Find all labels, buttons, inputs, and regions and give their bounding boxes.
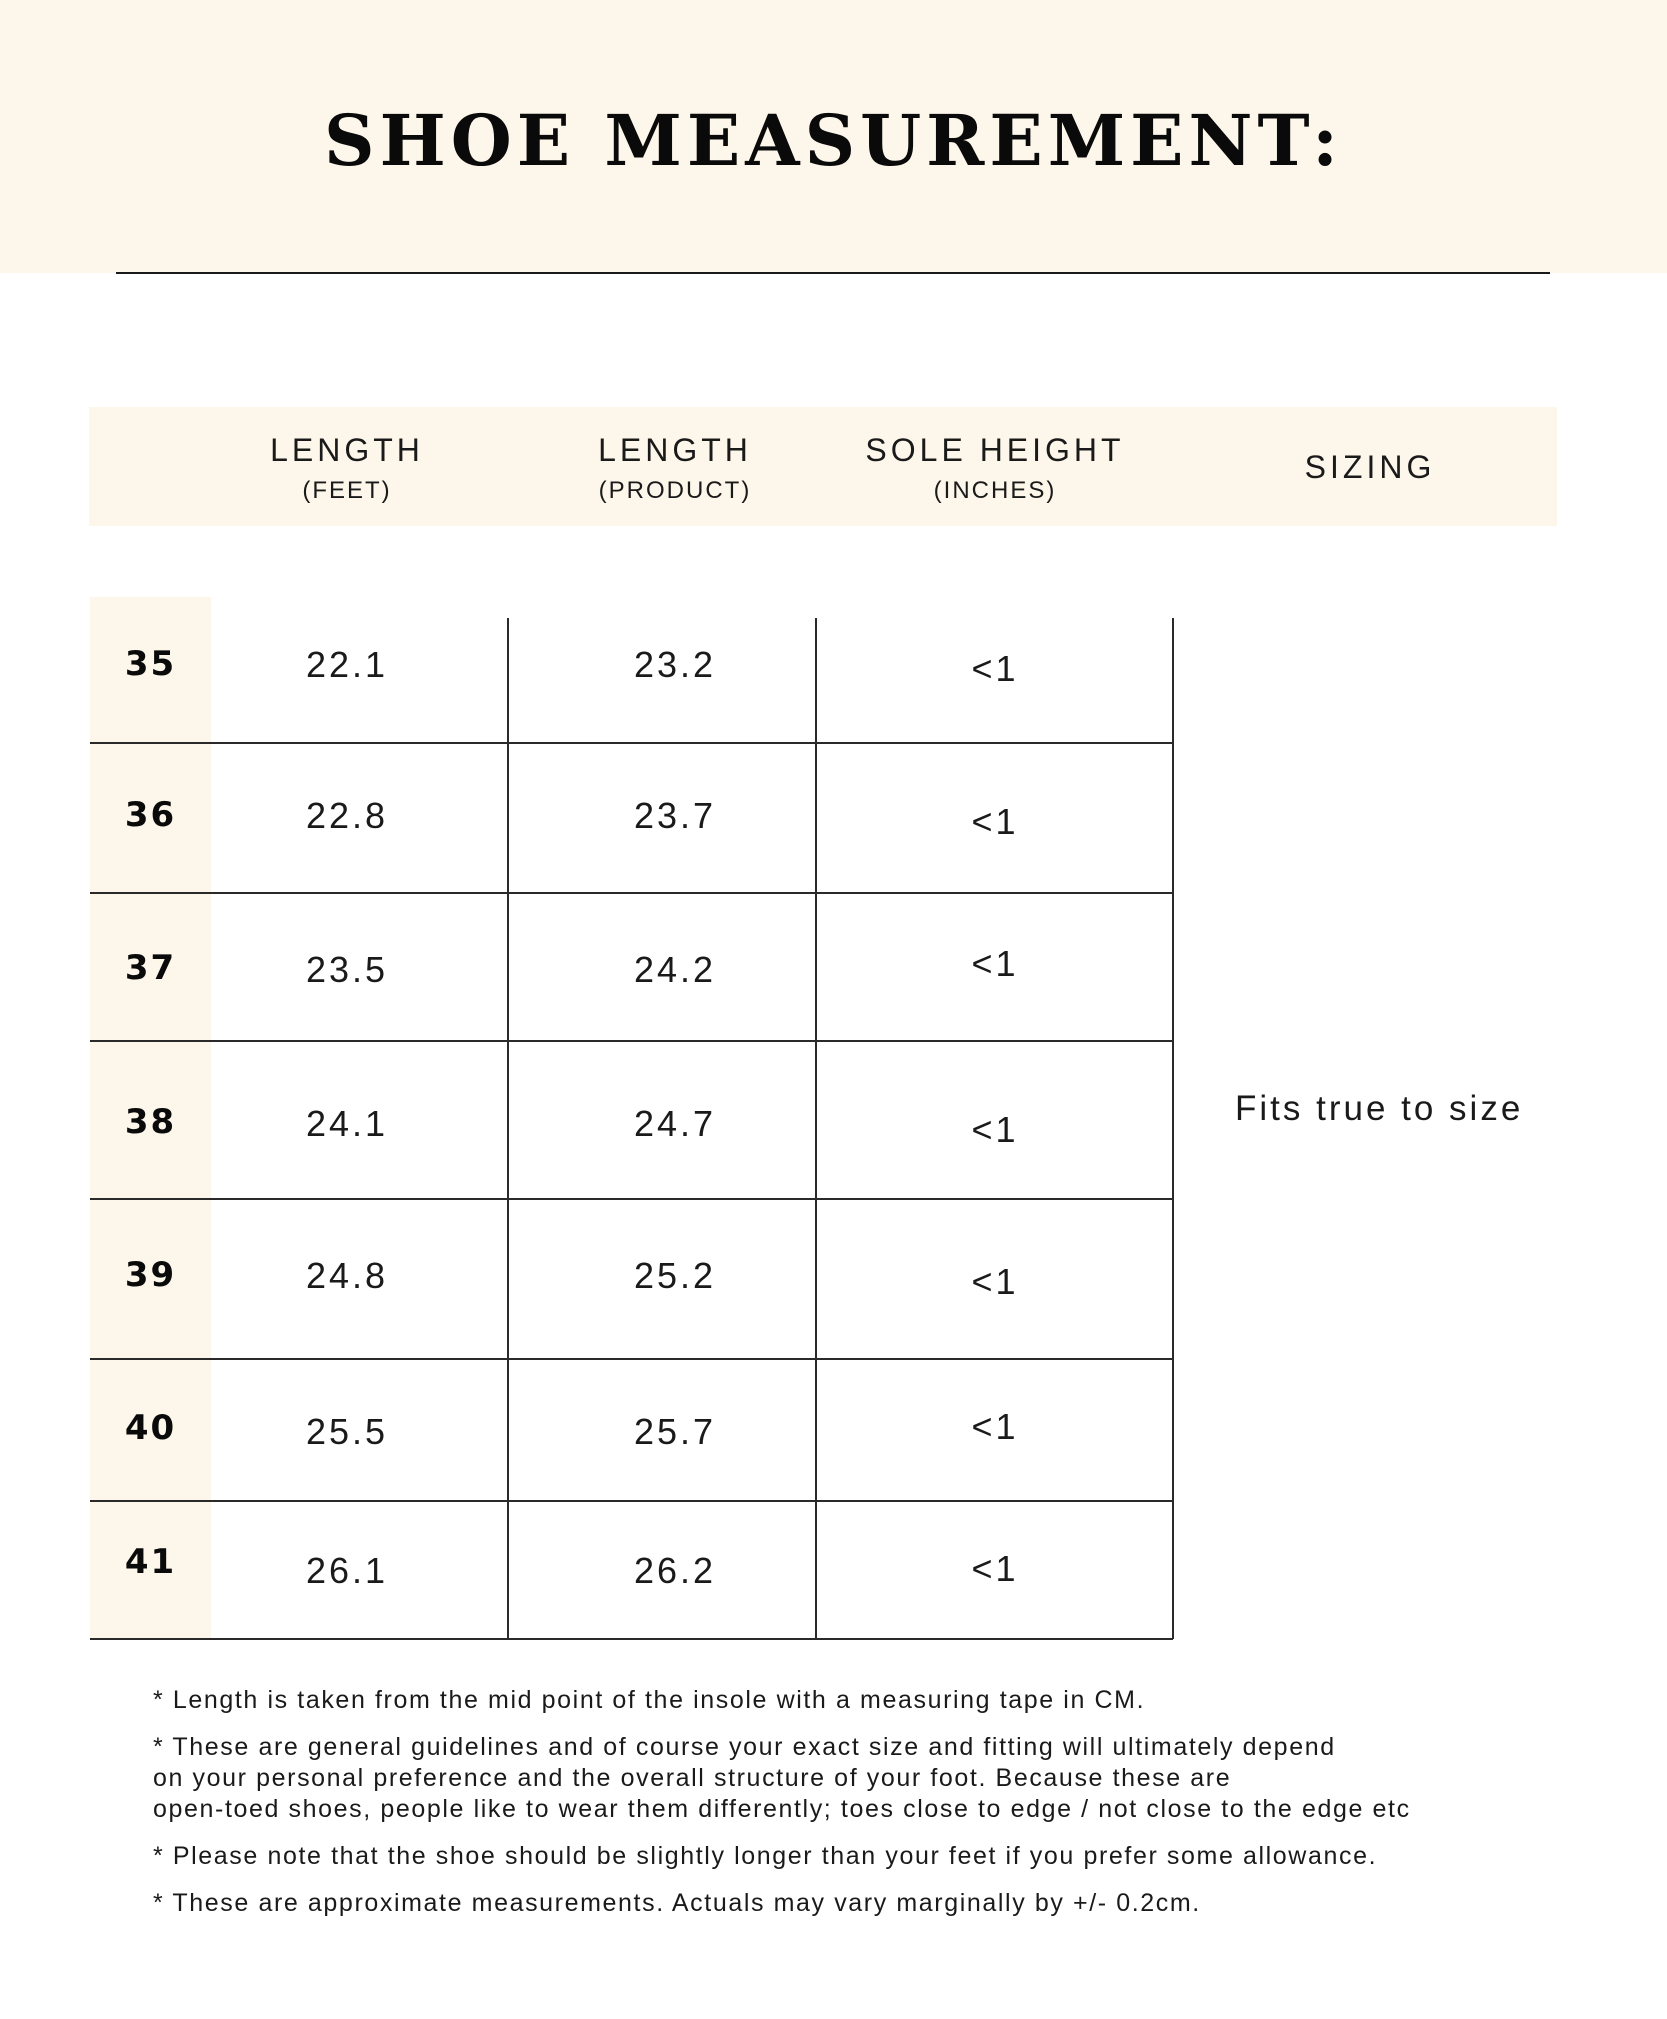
size-label: 41 <box>124 1542 177 1582</box>
size-label: 35 <box>124 644 177 684</box>
footnote-line: open-toed shoes, people like to wear them differently; toes close to edge / not close to the edge etc <box>153 1795 1411 1823</box>
column-header-sub: (FEET) <box>302 477 392 504</box>
table-cell-feet: 24.1 <box>305 1103 389 1144</box>
column-header-main: LENGTH <box>270 432 424 468</box>
footnote-line: * Length is taken from the mid point of the insole with a measuring tape in CM. <box>153 1686 1146 1714</box>
column-divider <box>1172 618 1174 1639</box>
size-label: 39 <box>124 1255 177 1295</box>
row-divider <box>90 1040 1173 1042</box>
footnote-line: on your personal preference and the overall structure of your foot. Because these are <box>153 1764 1232 1792</box>
page-title: SHOE MEASUREMENT: <box>324 99 1343 182</box>
table-cell-sole: <1 <box>971 1406 1019 1447</box>
size-label: 36 <box>124 795 177 835</box>
column-header-length-product <box>560 430 790 506</box>
table-cell-feet: 22.1 <box>305 644 389 685</box>
table-cell-product: 24.7 <box>633 1103 717 1144</box>
table-cell-sole: <1 <box>971 1109 1019 1150</box>
sizing-note: Fits true to size <box>1235 1089 1524 1128</box>
column-header-sub: (INCHES) <box>933 477 1057 504</box>
footnote <box>153 1841 1573 1872</box>
footnotes <box>153 1685 1573 1935</box>
column-divider <box>507 618 509 1639</box>
column-header-sub: (PRODUCT) <box>598 477 752 504</box>
table-cell-sole: <1 <box>971 801 1019 842</box>
column-header-sizing <box>1270 447 1470 487</box>
row-divider <box>90 1500 1173 1502</box>
row-divider <box>90 1358 1173 1360</box>
table-cell-product: 23.7 <box>633 795 717 836</box>
footnote-line: * These are general guidelines and of course your exact size and fitting will ultimately depend <box>153 1733 1336 1761</box>
table-cell-feet: 26.1 <box>305 1550 389 1591</box>
table-cell-sole: <1 <box>971 1261 1019 1302</box>
footnote <box>153 1685 1573 1716</box>
column-divider <box>815 618 817 1639</box>
row-divider <box>90 1638 1173 1640</box>
table-cell-product: 24.2 <box>633 949 717 990</box>
column-header-main: SIZING <box>1304 449 1436 485</box>
column-header-sole-height <box>840 430 1150 506</box>
table-cell-sole: <1 <box>971 943 1019 984</box>
table-cell-feet: 25.5 <box>305 1411 389 1452</box>
row-divider <box>90 892 1173 894</box>
table-cell-sole: <1 <box>971 1548 1019 1589</box>
title-divider <box>116 272 1550 274</box>
column-header-length-feet <box>232 430 462 506</box>
table-cell-feet: 24.8 <box>305 1255 389 1296</box>
footnote <box>153 1888 1573 1919</box>
footnote <box>153 1732 1573 1825</box>
table-cell-product: 25.2 <box>633 1255 717 1296</box>
table-cell-product: 26.2 <box>633 1550 717 1591</box>
table-cell-feet: 23.5 <box>305 949 389 990</box>
table-cell-product: 23.2 <box>633 644 717 685</box>
table-cell-sole: <1 <box>971 648 1019 689</box>
size-label: 38 <box>124 1102 177 1142</box>
row-divider <box>90 1198 1173 1200</box>
footnote-line: * These are approximate measurements. Actuals may vary marginally by +/- 0.2cm. <box>153 1889 1201 1917</box>
size-label: 40 <box>124 1408 177 1448</box>
column-header-main: SOLE HEIGHT <box>865 432 1125 468</box>
table-cell-product: 25.7 <box>633 1411 717 1452</box>
column-header-main: LENGTH <box>598 432 752 468</box>
row-divider <box>90 742 1173 744</box>
size-label: 37 <box>124 948 177 988</box>
footnote-line: * Please note that the shoe should be slightly longer than your feet if you prefer some allowance. <box>153 1842 1378 1870</box>
table-cell-feet: 22.8 <box>305 795 389 836</box>
